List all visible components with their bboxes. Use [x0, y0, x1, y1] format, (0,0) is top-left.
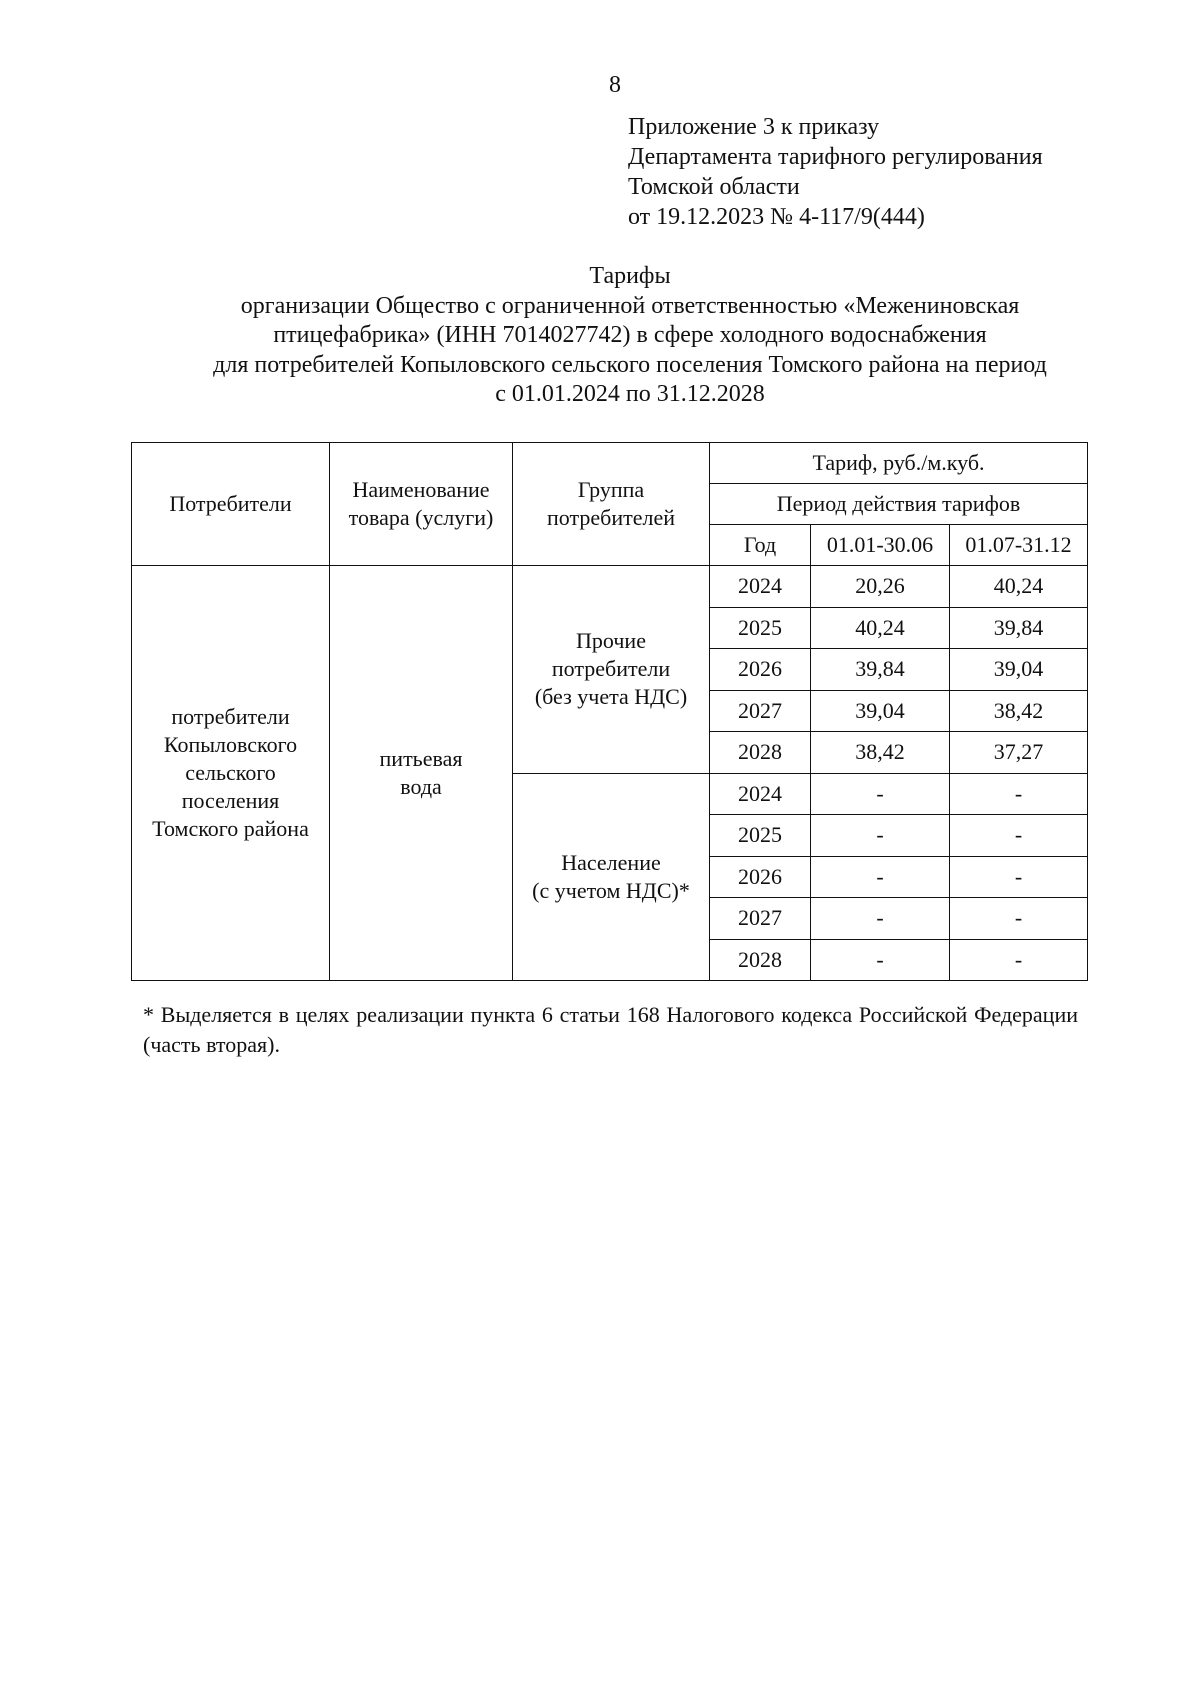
- tariff-cell: 39,04: [950, 649, 1088, 691]
- tariff-cell: -: [811, 815, 950, 857]
- header-period: Период действия тарифов: [710, 484, 1088, 525]
- header-half1: 01.01-30.06: [811, 525, 950, 566]
- year-cell: 2025: [710, 607, 811, 649]
- tariff-cell: 38,42: [811, 732, 950, 774]
- year-cell: 2026: [710, 856, 811, 898]
- tariff-cell: 39,04: [811, 690, 950, 732]
- header-year: Год: [710, 525, 811, 566]
- appendix-line: Департамента тарифного регулирования: [628, 144, 1043, 170]
- title-line: организации Общество с ограниченной ответственностью «Межениновская: [240, 292, 1020, 319]
- tariff-cell: -: [950, 898, 1088, 940]
- tariff-cell: -: [811, 773, 950, 815]
- group-cell-other: Прочие потребители (без учета НДС): [513, 566, 710, 774]
- header-half2: 01.07-31.12: [950, 525, 1088, 566]
- tariff-cell: 40,24: [950, 566, 1088, 608]
- appendix-line: Томской области: [628, 174, 800, 200]
- appendix-line: Приложение 3 к приказу: [628, 114, 880, 140]
- title-line: птицефабрика» (ИНН 7014027742) в сфере холодного водоснабжения: [273, 322, 987, 348]
- title-line: для потребителей Копыловского сельского поселения Томского района на период: [213, 351, 1047, 378]
- year-cell: 2027: [710, 690, 811, 732]
- header-product: Наименование товара (услуги): [330, 443, 513, 566]
- tariff-cell: -: [811, 856, 950, 898]
- appendix-line: от 19.12.2023 № 4-117/9(444): [628, 204, 925, 230]
- tariff-cell: 20,26: [811, 566, 950, 608]
- header-group: Группа потребителей: [513, 443, 710, 566]
- consumer-cell: потребители Копыловского сельского поселения Томского района: [132, 566, 330, 981]
- page-number: 8: [609, 72, 621, 98]
- tariff-table: [131, 442, 1088, 981]
- header-consumers: Потребители: [132, 443, 330, 566]
- year-cell: 2024: [710, 566, 811, 608]
- document-title: [120, 262, 1140, 410]
- tariff-cell: -: [811, 898, 950, 940]
- year-cell: 2026: [710, 649, 811, 691]
- group-cell-population: Население (с учетом НДС)*: [513, 773, 710, 981]
- tariff-cell: 39,84: [811, 649, 950, 691]
- year-cell: 2028: [710, 939, 811, 981]
- tariff-cell: -: [950, 773, 1088, 815]
- header-tariff: Тариф, руб./м.куб.: [710, 443, 1088, 484]
- tariff-cell: -: [950, 815, 1088, 857]
- product-cell: питьевая вода: [330, 566, 513, 981]
- footnote: * Выделяется в целях реализации пункта 6 статьи 168 Налогового кодекса Российской Федерации (часть вторая).: [143, 1002, 1078, 1057]
- year-cell: 2028: [710, 732, 811, 774]
- year-cell: 2025: [710, 815, 811, 857]
- tariff-cell: 40,24: [811, 607, 950, 649]
- year-cell: 2024: [710, 773, 811, 815]
- year-cell: 2027: [710, 898, 811, 940]
- tariff-cell: -: [811, 939, 950, 981]
- table-row: [132, 566, 1088, 608]
- tariff-cell: -: [950, 939, 1088, 981]
- tariff-cell: 38,42: [950, 690, 1088, 732]
- title-line: Тарифы: [589, 263, 671, 289]
- title-line: с 01.01.2024 по 31.12.2028: [495, 381, 765, 407]
- appendix-reference: [628, 112, 1043, 232]
- tariff-cell: -: [950, 856, 1088, 898]
- tariff-cell: 39,84: [950, 607, 1088, 649]
- tariff-cell: 37,27: [950, 732, 1088, 774]
